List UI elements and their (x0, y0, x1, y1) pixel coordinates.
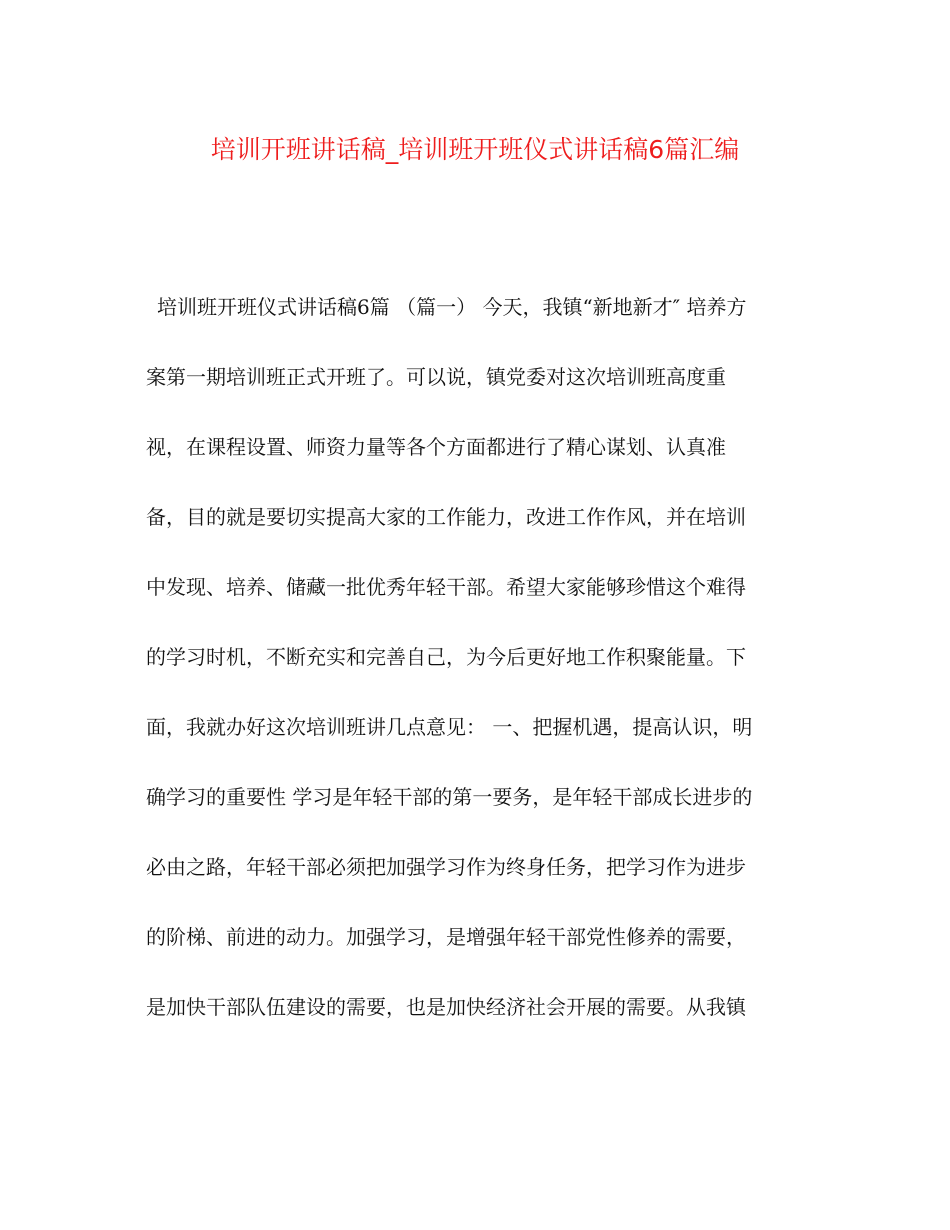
body-line: 的阶梯、前进的动力。加强学习，是增强年轻干部党性修养的需要， (146, 925, 746, 949)
document-title: 培训开班讲话稿_培训班开班仪式讲话稿6篇汇编 (210, 135, 740, 164)
body-line: 的学习时机，不断充实和完善自己，为今后更好地工作积聚能量。下 (146, 645, 746, 669)
body-line: 视，在课程设置、师资力量等各个方面都进行了精心谋划、认真准 (146, 435, 726, 459)
body-line: 培训班开班仪式讲话稿6篇 （篇一） 今天，我镇“新地新才″ 培养方 (157, 295, 747, 319)
document-body (146, 287, 826, 1057)
body-line: 中发现、培养、储藏一批优秀年轻干部。希望大家能够珍惜这个难得 (146, 575, 746, 599)
body-line: 是加快干部队伍建设的需要，也是加快经济社会开展的需要。从我镇 (146, 995, 746, 1019)
body-line: 面，我就办好这次培训班讲几点意见： 一、把握机遇，提高认识，明 (146, 715, 753, 739)
body-line: 案第一期培训班正式开班了。可以说，镇党委对这次培训班高度重 (146, 365, 726, 389)
body-line: 必由之路，年轻干部必须把加强学习作为终身任务，把学习作为进步 (146, 855, 746, 879)
body-line: 确学习的重要性 学习是年轻干部的第一要务，是年轻干部成长进步的 (146, 785, 753, 809)
body-line: 备，目的就是要切实提高大家的工作能力，改进工作作风，并在培训 (146, 505, 746, 529)
